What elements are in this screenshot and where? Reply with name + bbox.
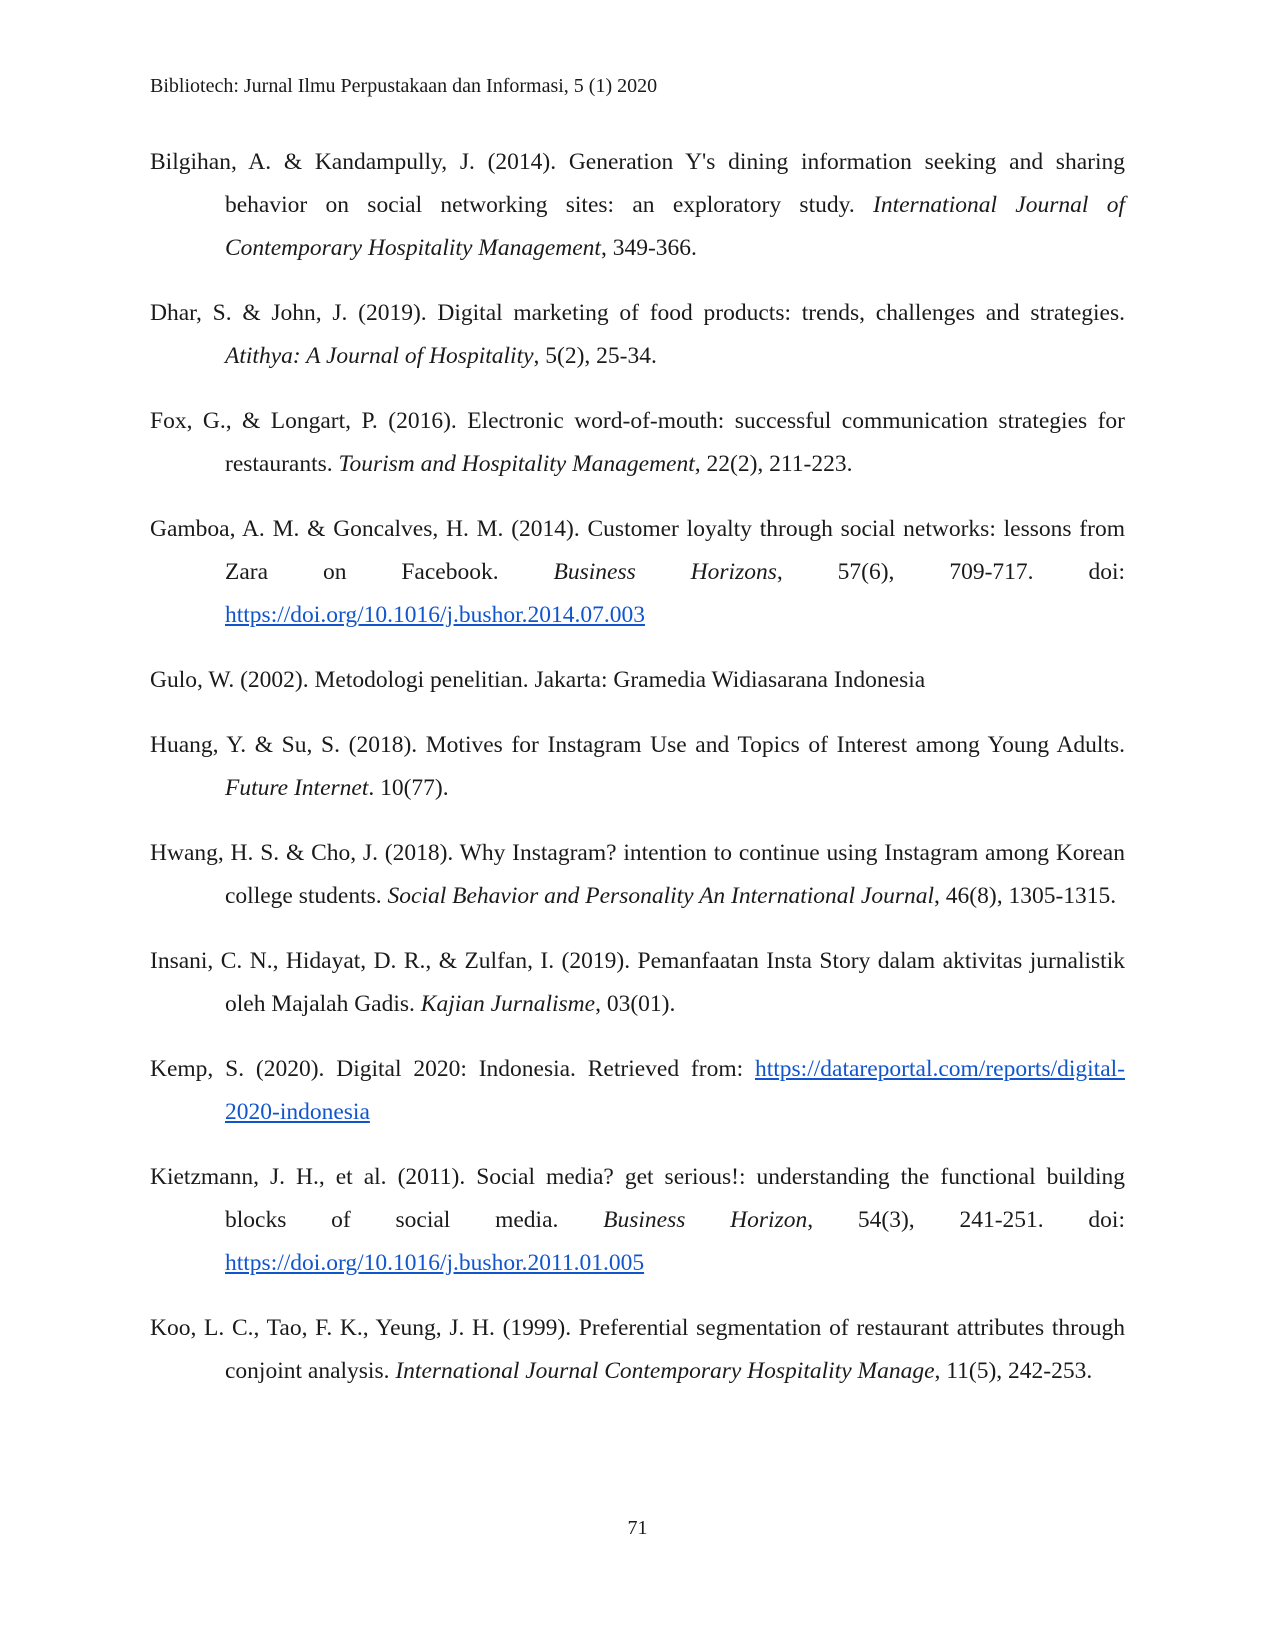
journal-title: Tourism and Hospitality Management [338, 451, 695, 477]
journal-title: International Journal Contemporary Hospitality Manage [395, 1358, 935, 1384]
reference-text: Insani, C. N., Hidayat, D. R., & Zulfan, I. (2019). Pemanfaatan Insta Story dalam aktivitas jurnalistik oleh Majalah Gadis. [150, 948, 1125, 1017]
reference-details: , 03(01). [595, 991, 676, 1017]
reference-text: Bilgihan, A. & Kandampully, J. (2014). Generation Y's dining information seeking and sharing behavior on social networking sites: an exploratory study. [150, 149, 1125, 218]
reference-entry [150, 832, 1125, 918]
reference-entry [150, 724, 1125, 810]
journal-title: Atithya: A Journal of Hospitality [225, 343, 534, 369]
reference-entry [150, 1048, 1125, 1134]
doi-link[interactable]: https://doi.org/10.1016/j.bushor.2011.01.005 [225, 1250, 645, 1276]
reference-entry [150, 1156, 1125, 1285]
reference-entry [150, 940, 1125, 1026]
reference-details: , 46(8), 1305-1315. [934, 883, 1117, 909]
page-number: 71 [627, 1517, 648, 1539]
reference-entry [150, 508, 1125, 637]
reference-entry [150, 659, 1125, 702]
journal-title: Future Internet [225, 775, 369, 801]
reference-details: , 57(6), 709-717. doi: [776, 559, 1126, 585]
journal-title: Business Horizon [603, 1207, 808, 1233]
reference-text: Kietzmann, J. H., et al. (2011). Social media? get serious!: understanding the functional building blocks of social media. [150, 1164, 1125, 1233]
reference-text: Huang, Y. & Su, S. (2018). Motives for Instagram Use and Topics of Interest among Young Adults. [150, 732, 1125, 758]
reference-list [150, 141, 1125, 1415]
reference-text: Kemp, S. (2020). Digital 2020: Indonesia. Retrieved from: [150, 1056, 755, 1082]
journal-title: Business Horizons [553, 559, 777, 585]
reference-entry [150, 141, 1125, 270]
reference-text: Koo, L. C., Tao, F. K., Yeung, J. H. (1999). Preferential segmentation of restaurant attributes through conjoint analysis. [150, 1315, 1125, 1384]
reference-details: , 11(5), 242-253. [934, 1358, 1093, 1384]
reference-details: , 5(2), 25-34. [533, 343, 657, 369]
reference-entry [150, 1307, 1125, 1393]
reference-details: , 54(3), 241-251. doi: [807, 1207, 1125, 1233]
reference-details: , 22(2), 211-223. [694, 451, 853, 477]
running-header: Bibliotech: Jurnal Ilmu Perpustakaan dan Informasi, 5 (1) 2020 [150, 75, 658, 97]
reference-text: Fox, G., & Longart, P. (2016). Electronic word-of-mouth: successful communication strategies for restaurants. [150, 408, 1125, 477]
reference-text: Gulo, W. (2002). Metodologi penelitian. Jakarta: Gramedia Widiasarana Indonesia [150, 667, 926, 693]
reference-text: Hwang, H. S. & Cho, J. (2018). Why Instagram? intention to continue using Instagram among Korean college students. [150, 840, 1125, 909]
report-link[interactable]: https://datareportal.com/reports/digital-2020-indonesia [225, 1056, 1125, 1125]
journal-title: Kajian Jurnalisme [420, 991, 596, 1017]
reference-entry [150, 292, 1125, 378]
reference-text: Dhar, S. & John, J. (2019). Digital marketing of food products: trends, challenges and strategies. [150, 300, 1125, 326]
reference-text: Gamboa, A. M. & Goncalves, H. M. (2014). Customer loyalty through social networks: lessons from Zara on Facebook. [150, 516, 1125, 585]
reference-details: . 10(77). [368, 775, 449, 801]
reference-entry [150, 400, 1125, 486]
journal-title: Social Behavior and Personality An International Journal [387, 883, 935, 909]
reference-details: , 349-366. [600, 235, 697, 261]
doi-link[interactable]: https://doi.org/10.1016/j.bushor.2014.07.003 [225, 602, 645, 628]
journal-title: International Journal of Contemporary Hospitality Management [225, 192, 1125, 261]
